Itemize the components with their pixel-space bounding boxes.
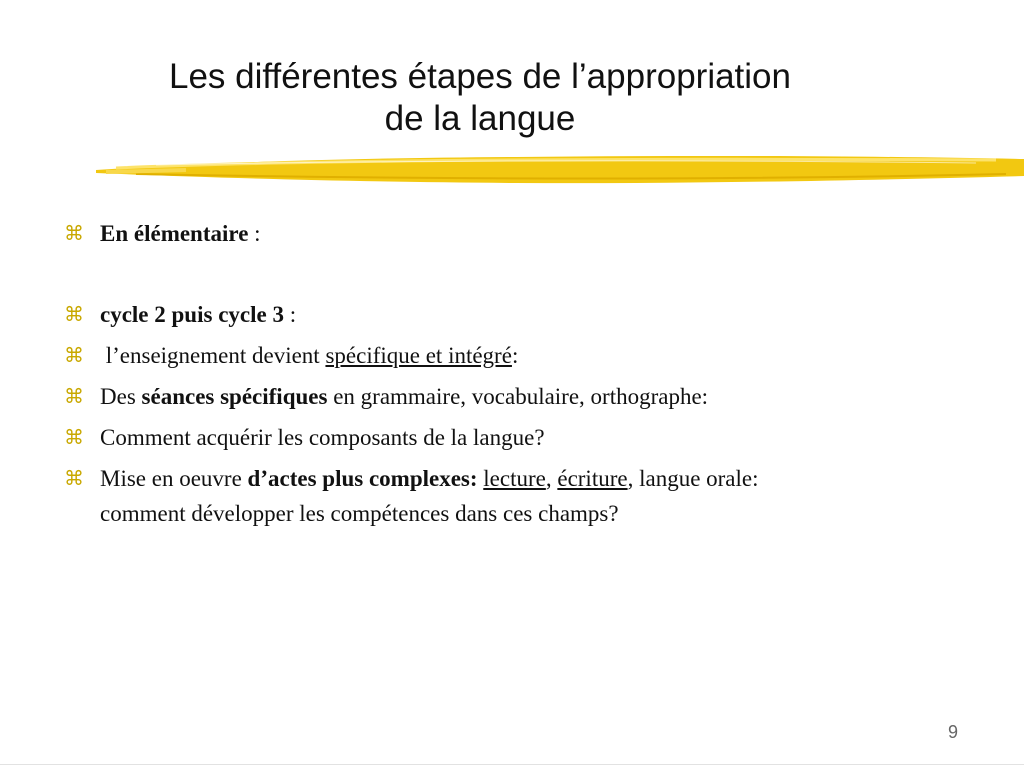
- bullet-list: [64, 216, 964, 537]
- bullet-en-elementaire: ⌘ En élémentaire :: [64, 216, 964, 251]
- command-key-icon: ⌘: [64, 466, 84, 490]
- title-line-2: de la langue: [384, 99, 576, 138]
- command-key-icon: ⌘: [64, 384, 84, 408]
- page-number: 9: [947, 722, 958, 742]
- command-key-icon: ⌘: [64, 221, 84, 245]
- bullet-comment: ⌘ Comment acquérir les composants de la langue?: [64, 420, 964, 455]
- slide-title: [60, 56, 900, 140]
- yellow-brush-stroke: [96, 146, 1024, 192]
- bottom-divider: [0, 764, 1024, 765]
- bullet-mise-en-oeuvre: ⌘ Mise en oeuvre d’actes plus complexes: lecture, écriture, langue orale: comment développer les compétences dans ces champs?: [64, 461, 964, 531]
- title-line-1: Les différentes étapes de l’appropriation: [168, 57, 791, 96]
- bullet-cycle: ⌘ cycle 2 puis cycle 3 :: [64, 297, 964, 332]
- command-key-icon: ⌘: [64, 302, 84, 326]
- command-key-icon: ⌘: [64, 343, 84, 367]
- bullet-enseignement: ⌘ l’enseignement devient spécifique et intégré:: [64, 338, 964, 373]
- bullet-seances: ⌘ Des séances spécifiques en grammaire, vocabulaire, orthographe:: [64, 379, 964, 414]
- command-key-icon: ⌘: [64, 425, 84, 449]
